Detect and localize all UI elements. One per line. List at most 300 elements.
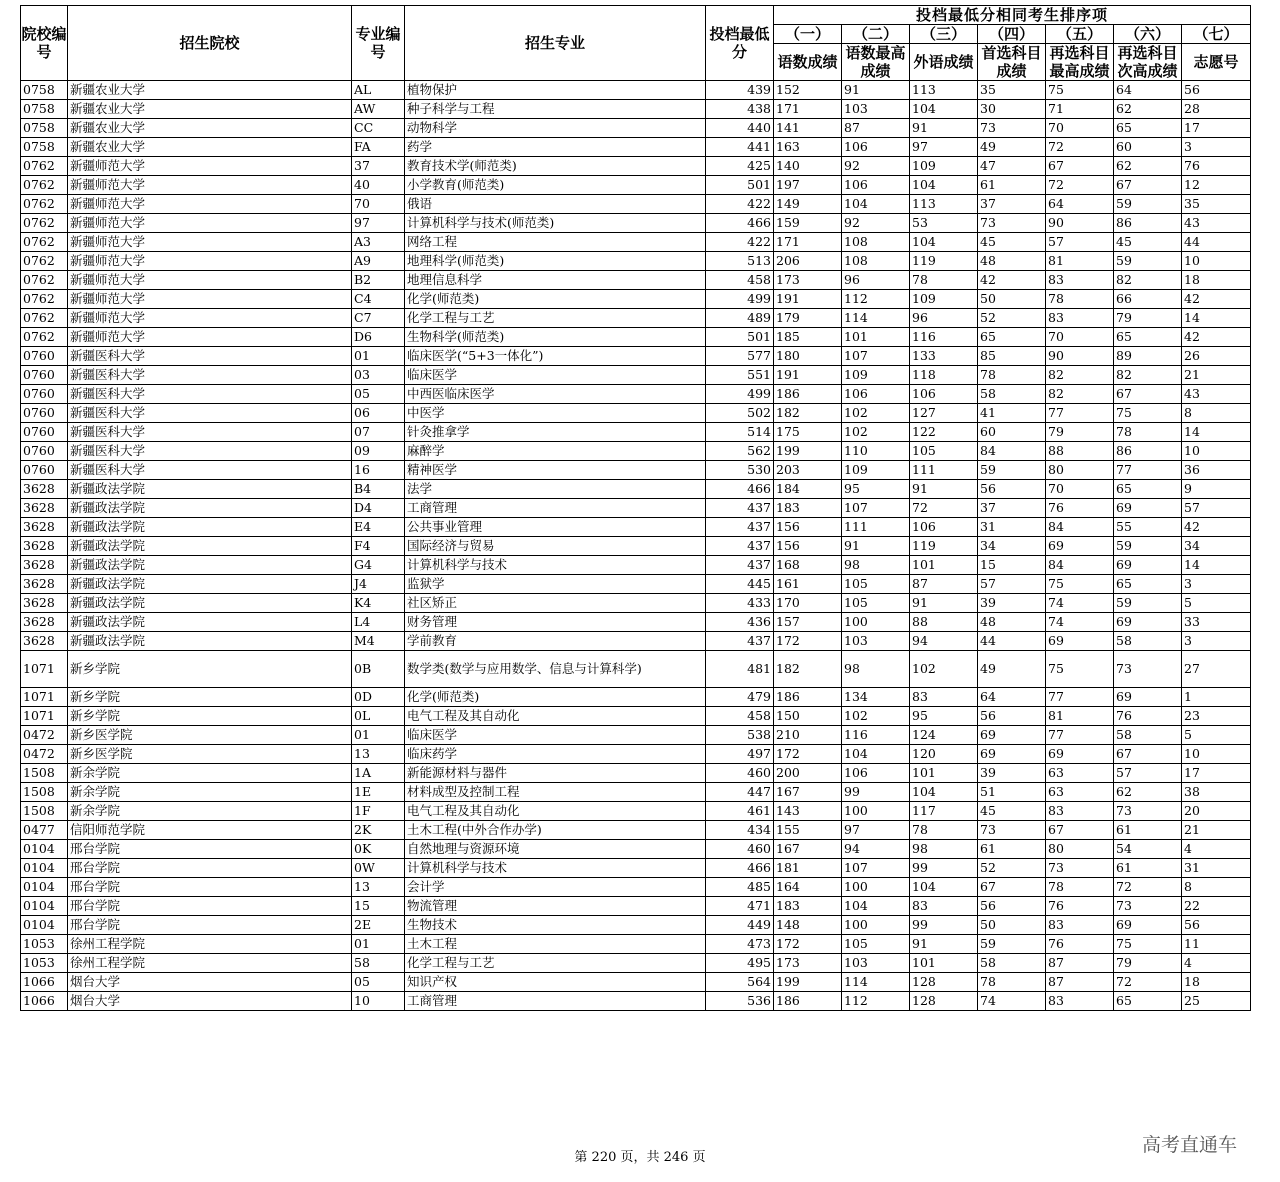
rank2-score: 102 [842,423,910,442]
major-name: 精神医学 [405,461,706,480]
rank3-score: 99 [910,916,978,935]
major-name: 会计学 [405,878,706,897]
table-row [21,271,1251,290]
major-code: L4 [352,613,405,632]
rank6-score: 76 [1114,707,1182,726]
rank4-score: 67 [978,878,1046,897]
rank7-choice: 25 [1182,992,1251,1011]
rank4-score: 44 [978,632,1046,651]
major-code: CC [352,119,405,138]
school-code: 3628 [21,556,68,575]
major-name: 法学 [405,480,706,499]
rank2-score: 91 [842,81,910,100]
major-code: F4 [352,537,405,556]
major-name: 地理信息科学 [405,271,706,290]
rank7-choice: 4 [1182,954,1251,973]
rank7-choice: 11 [1182,935,1251,954]
header-min-score: 投档最低分 [706,6,774,81]
school-name: 新疆师范大学 [68,233,352,252]
rank5-score: 81 [1046,252,1114,271]
rank7-choice: 23 [1182,707,1251,726]
rank5-score: 79 [1046,423,1114,442]
school-name: 新疆农业大学 [68,100,352,119]
rank5-score: 77 [1046,404,1114,423]
header-rank-5: （五） [1046,25,1114,44]
school-name: 新疆师范大学 [68,252,352,271]
school-name: 新疆医科大学 [68,404,352,423]
school-code: 0762 [21,271,68,290]
rank2-score: 103 [842,100,910,119]
major-name: 中医学 [405,404,706,423]
school-code: 3628 [21,499,68,518]
rank7-choice: 17 [1182,119,1251,138]
table-row [21,556,1251,575]
major-name: 动物科学 [405,119,706,138]
major-code: B2 [352,271,405,290]
major-code: 1A [352,764,405,783]
table-row [21,252,1251,271]
rank4-score: 74 [978,992,1046,1011]
rank2-score: 105 [842,575,910,594]
major-name: 针灸推拿学 [405,423,706,442]
rank3-score: 109 [910,290,978,309]
school-name: 新疆政法学院 [68,613,352,632]
table-row [21,992,1251,1011]
rank3-score: 117 [910,802,978,821]
school-code: 0104 [21,878,68,897]
major-name: 计算机科学与技术 [405,859,706,878]
header-rank-label-5: 再选科目最高成绩 [1046,44,1114,81]
rank5-score: 75 [1046,81,1114,100]
rank1-score: 191 [774,366,842,385]
rank3-score: 78 [910,821,978,840]
rank3-score: 119 [910,537,978,556]
min-score: 433 [706,594,774,613]
rank5-score: 80 [1046,461,1114,480]
rank7-choice: 10 [1182,252,1251,271]
header-rank-label-4: 首选科目成绩 [978,44,1046,81]
major-code: 06 [352,404,405,423]
rank3-score: 96 [910,309,978,328]
major-code: 13 [352,745,405,764]
rank4-score: 73 [978,119,1046,138]
major-name: 种子科学与工程 [405,100,706,119]
table-row [21,707,1251,726]
major-name: 学前教育 [405,632,706,651]
rank1-score: 172 [774,745,842,764]
school-code: 0760 [21,347,68,366]
rank3-score: 91 [910,119,978,138]
school-name: 新疆医科大学 [68,366,352,385]
rank4-score: 45 [978,233,1046,252]
rank6-score: 58 [1114,726,1182,745]
school-name: 新疆医科大学 [68,423,352,442]
school-name: 徐州工程学院 [68,935,352,954]
min-score: 562 [706,442,774,461]
rank5-score: 67 [1046,157,1114,176]
rank4-score: 59 [978,935,1046,954]
rank5-score: 84 [1046,518,1114,537]
rank5-score: 78 [1046,878,1114,897]
rank4-score: 50 [978,290,1046,309]
major-name: 小学教育(师范类) [405,176,706,195]
rank6-score: 69 [1114,688,1182,707]
school-code: 0760 [21,461,68,480]
min-score: 485 [706,878,774,897]
rank6-score: 62 [1114,157,1182,176]
rank5-score: 69 [1046,537,1114,556]
rank4-score: 56 [978,897,1046,916]
rank2-score: 106 [842,138,910,157]
rank2-score: 100 [842,916,910,935]
rank1-score: 186 [774,385,842,404]
rank5-score: 83 [1046,309,1114,328]
rank3-score: 120 [910,745,978,764]
school-code: 0104 [21,897,68,916]
rank6-score: 86 [1114,442,1182,461]
major-code: C7 [352,309,405,328]
table-row [21,783,1251,802]
major-name: 电气工程及其自动化 [405,707,706,726]
school-code: 0760 [21,385,68,404]
school-code: 0104 [21,859,68,878]
rank1-score: 180 [774,347,842,366]
admission-score-table [20,5,1251,1011]
table-row [21,480,1251,499]
min-score: 471 [706,897,774,916]
rank2-score: 116 [842,726,910,745]
school-name: 新疆师范大学 [68,214,352,233]
rank2-score: 107 [842,499,910,518]
rank6-score: 79 [1114,954,1182,973]
major-name: 数学类(数学与应用数学、信息与计算科学) [405,651,706,688]
rank1-score: 210 [774,726,842,745]
rank7-choice: 3 [1182,138,1251,157]
min-score: 466 [706,859,774,878]
school-name: 邢台学院 [68,859,352,878]
major-name: 生物科学(师范类) [405,328,706,347]
school-code: 1053 [21,954,68,973]
rank7-choice: 12 [1182,176,1251,195]
min-score: 499 [706,385,774,404]
rank2-score: 104 [842,195,910,214]
school-name: 新疆师范大学 [68,328,352,347]
min-score: 473 [706,935,774,954]
rank2-score: 94 [842,840,910,859]
school-name: 徐州工程学院 [68,954,352,973]
school-code: 0760 [21,442,68,461]
rank7-choice: 8 [1182,404,1251,423]
rank1-score: 175 [774,423,842,442]
major-code: 05 [352,385,405,404]
rank3-score: 118 [910,366,978,385]
school-code: 0760 [21,404,68,423]
school-name: 新疆政法学院 [68,556,352,575]
rank5-score: 63 [1046,783,1114,802]
school-code: 0762 [21,252,68,271]
table-row [21,916,1251,935]
rank2-score: 107 [842,347,910,366]
rank3-score: 128 [910,973,978,992]
table-row [21,423,1251,442]
school-code: 1071 [21,688,68,707]
table-row [21,726,1251,745]
rank1-score: 143 [774,802,842,821]
rank3-score: 101 [910,954,978,973]
rank7-choice: 35 [1182,195,1251,214]
rank5-score: 81 [1046,707,1114,726]
rank6-score: 67 [1114,176,1182,195]
rank2-score: 112 [842,992,910,1011]
rank2-score: 108 [842,233,910,252]
min-score: 460 [706,840,774,859]
rank2-score: 100 [842,613,910,632]
rank1-score: 167 [774,840,842,859]
rank6-score: 62 [1114,100,1182,119]
rank2-score: 114 [842,973,910,992]
school-name: 新疆师范大学 [68,309,352,328]
rank7-choice: 31 [1182,859,1251,878]
rank4-score: 39 [978,764,1046,783]
header-rank-2: （二） [842,25,910,44]
major-name: 临床药学 [405,745,706,764]
header-tie-break-group: 投档最低分相同考生排序项 [774,6,1251,25]
rank2-score: 104 [842,745,910,764]
rank1-score: 199 [774,973,842,992]
rank4-score: 58 [978,385,1046,404]
rank4-score: 61 [978,840,1046,859]
rank6-score: 69 [1114,499,1182,518]
table-row [21,688,1251,707]
rank1-score: 161 [774,575,842,594]
min-score: 489 [706,309,774,328]
school-code: 3628 [21,537,68,556]
rank4-score: 42 [978,271,1046,290]
rank1-score: 172 [774,935,842,954]
major-name: 植物保护 [405,81,706,100]
major-code: 01 [352,726,405,745]
min-score: 458 [706,271,774,290]
table-row [21,328,1251,347]
rank7-choice: 4 [1182,840,1251,859]
major-name: 化学工程与工艺 [405,309,706,328]
rank1-score: 140 [774,157,842,176]
rank6-score: 73 [1114,802,1182,821]
school-name: 新余学院 [68,802,352,821]
school-name: 新疆政法学院 [68,537,352,556]
rank3-score: 106 [910,385,978,404]
table-row [21,138,1251,157]
major-code: 10 [352,992,405,1011]
rank6-score: 59 [1114,537,1182,556]
rank4-score: 34 [978,537,1046,556]
table-body [21,81,1251,1011]
rank4-score: 78 [978,366,1046,385]
rank3-score: 104 [910,176,978,195]
major-code: 0K [352,840,405,859]
rank6-score: 77 [1114,461,1182,480]
school-code: 0762 [21,214,68,233]
school-name: 新疆师范大学 [68,176,352,195]
min-score: 449 [706,916,774,935]
rank7-choice: 42 [1182,328,1251,347]
school-name: 新乡学院 [68,688,352,707]
major-name: 中西医临床医学 [405,385,706,404]
rank1-score: 152 [774,81,842,100]
major-code: 01 [352,935,405,954]
school-code: 0104 [21,916,68,935]
rank3-score: 113 [910,81,978,100]
rank2-score: 100 [842,802,910,821]
rank5-score: 72 [1046,176,1114,195]
major-code: 0L [352,707,405,726]
rank5-score: 73 [1046,859,1114,878]
rank4-score: 47 [978,157,1046,176]
rank1-score: 172 [774,632,842,651]
header-rank-label-6: 再选科目次高成绩 [1114,44,1182,81]
rank5-score: 71 [1046,100,1114,119]
major-code: A9 [352,252,405,271]
school-name: 新疆师范大学 [68,271,352,290]
table-row [21,233,1251,252]
rank4-score: 50 [978,916,1046,935]
table-row [21,651,1251,688]
rank3-score: 88 [910,613,978,632]
rank6-score: 89 [1114,347,1182,366]
major-name: 工商管理 [405,992,706,1011]
rank2-score: 103 [842,954,910,973]
rank7-choice: 56 [1182,81,1251,100]
rank5-score: 80 [1046,840,1114,859]
major-name: 物流管理 [405,897,706,916]
rank2-score: 102 [842,404,910,423]
rank2-score: 98 [842,556,910,575]
rank3-score: 111 [910,461,978,480]
school-name: 新疆医科大学 [68,461,352,480]
table-row [21,214,1251,233]
rank6-score: 64 [1114,81,1182,100]
rank3-score: 91 [910,935,978,954]
rank6-score: 59 [1114,252,1182,271]
rank3-score: 102 [910,651,978,688]
major-code: C4 [352,290,405,309]
school-code: 0477 [21,821,68,840]
rank6-score: 59 [1114,594,1182,613]
major-name: 新能源材料与器件 [405,764,706,783]
major-name: 自然地理与资源环境 [405,840,706,859]
rank4-score: 41 [978,404,1046,423]
rank3-score: 87 [910,575,978,594]
rank7-choice: 21 [1182,821,1251,840]
rank5-score: 83 [1046,802,1114,821]
rank2-score: 98 [842,651,910,688]
major-name: 生物技术 [405,916,706,935]
min-score: 501 [706,176,774,195]
rank3-score: 104 [910,233,978,252]
major-name: 化学(师范类) [405,290,706,309]
rank4-score: 48 [978,252,1046,271]
rank1-score: 148 [774,916,842,935]
major-code: B4 [352,480,405,499]
min-score: 466 [706,480,774,499]
rank1-score: 156 [774,537,842,556]
rank6-score: 65 [1114,992,1182,1011]
min-score: 434 [706,821,774,840]
table-row [21,518,1251,537]
major-code: 2E [352,916,405,935]
rank5-score: 70 [1046,119,1114,138]
rank1-score: 149 [774,195,842,214]
min-score: 479 [706,688,774,707]
rank7-choice: 20 [1182,802,1251,821]
school-code: 3628 [21,613,68,632]
major-name: 临床医学(“5+3一体化”) [405,347,706,366]
rank3-score: 95 [910,707,978,726]
rank4-score: 84 [978,442,1046,461]
min-score: 422 [706,195,774,214]
rank6-score: 73 [1114,897,1182,916]
school-code: 0472 [21,726,68,745]
major-code: 1F [352,802,405,821]
rank2-score: 92 [842,214,910,233]
major-code: 05 [352,973,405,992]
rank1-score: 191 [774,290,842,309]
major-code: 15 [352,897,405,916]
school-name: 烟台大学 [68,992,352,1011]
major-name: 监狱学 [405,575,706,594]
rank2-score: 103 [842,632,910,651]
rank6-score: 61 [1114,821,1182,840]
rank3-score: 106 [910,518,978,537]
min-score: 422 [706,233,774,252]
rank5-score: 84 [1046,556,1114,575]
table-row [21,157,1251,176]
rank1-score: 183 [774,499,842,518]
rank1-score: 156 [774,518,842,537]
major-name: 药学 [405,138,706,157]
rank5-score: 76 [1046,935,1114,954]
school-name: 新疆师范大学 [68,157,352,176]
table-row [21,347,1251,366]
major-name: 工商管理 [405,499,706,518]
rank2-score: 112 [842,290,910,309]
rank3-score: 98 [910,840,978,859]
rank3-score: 101 [910,556,978,575]
school-code: 0104 [21,840,68,859]
major-code: 58 [352,954,405,973]
rank2-score: 102 [842,707,910,726]
school-code: 1508 [21,764,68,783]
rank6-score: 58 [1114,632,1182,651]
school-code: 3628 [21,575,68,594]
table-row [21,100,1251,119]
major-code: 13 [352,878,405,897]
school-name: 新余学院 [68,764,352,783]
table-row [21,442,1251,461]
school-code: 0758 [21,138,68,157]
rank4-score: 69 [978,745,1046,764]
min-score: 440 [706,119,774,138]
major-code: 37 [352,157,405,176]
watermark: 高考直通车 [1142,1134,1238,1156]
rank1-score: 167 [774,783,842,802]
school-name: 新余学院 [68,783,352,802]
rank7-choice: 10 [1182,745,1251,764]
major-name: 化学工程与工艺 [405,954,706,973]
rank2-score: 99 [842,783,910,802]
rank4-score: 49 [978,651,1046,688]
rank2-score: 110 [842,442,910,461]
